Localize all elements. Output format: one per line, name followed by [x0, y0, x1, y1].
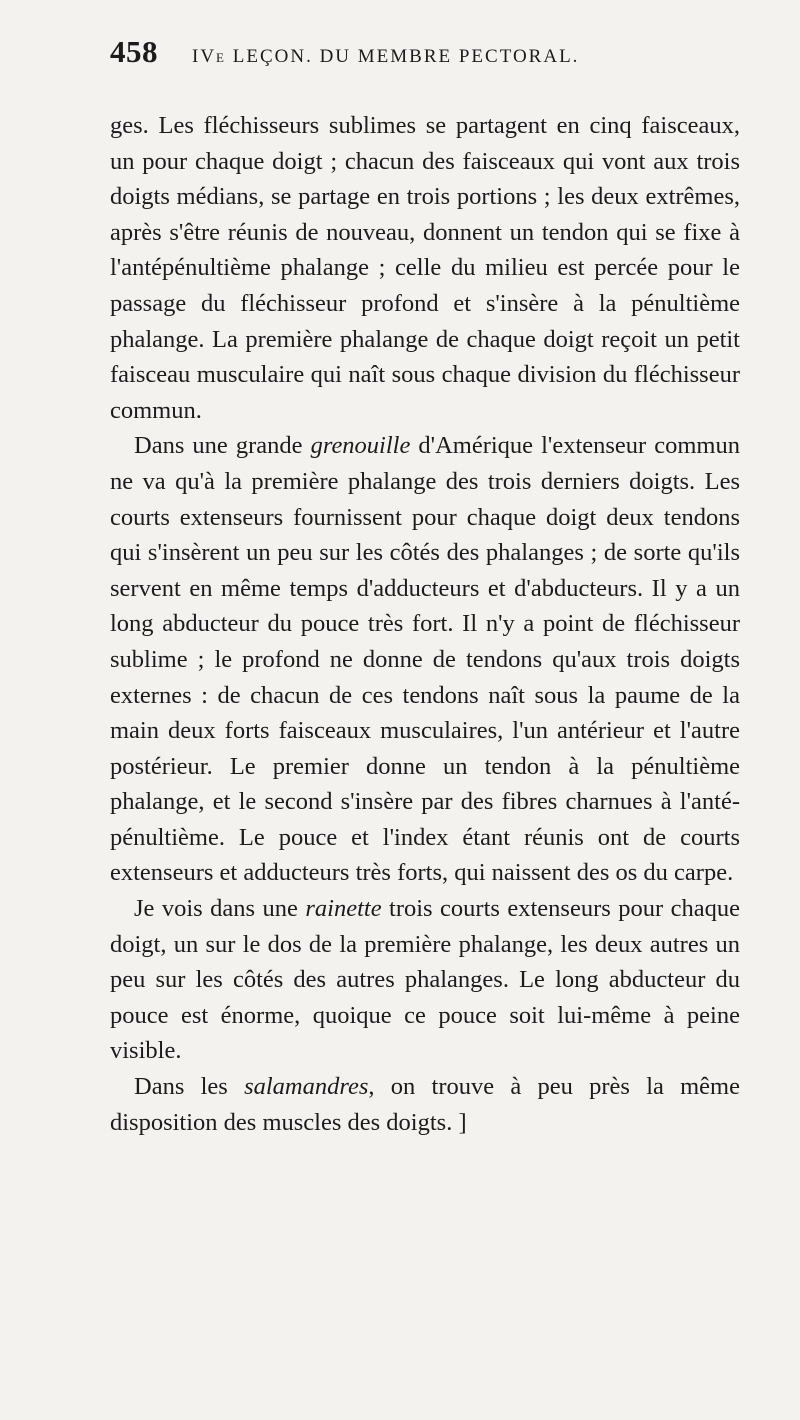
text-run: Dans une grande	[134, 432, 311, 460]
paragraph	[110, 1069, 740, 1140]
text-run: ges. Les fléchisseurs sublimes se partagent en cinq faisceaux, un pour chaque doigt ; chacun des faisceaux qui vont aux trois doigts médians, se partage en trois portions ; les deux extrêmes, après s'être réunis de nouveau, donnent un tendon qui se fixe à l'antépénultième phalange ; celle du milieu est percée pour le passage du fléchisseur profond et s'insère à la pénultième phalange. La première phalange de chaque doigt reçoit un petit faisceau musculaire qui naît sous chaque division du fléchisseur commun.	[110, 112, 740, 424]
body-text	[110, 108, 740, 1140]
text-run: trois courts extenseurs pour chaque doigt, un sur le dos de la première phalange, les deux autres un peu sur les côtés des autres phalanges. Le long abducteur du pouce est énorme, quoique ce pouce soit lui-même à peine visible.	[110, 895, 740, 1065]
page-number: 458	[110, 34, 158, 69]
species-name-grenouille: grenouille	[310, 432, 411, 460]
text-run: Dans les	[134, 1073, 245, 1101]
text-run: Je vois dans une	[134, 895, 306, 923]
text-run: d'Amérique l'extenseur commun ne va qu'à la première phalange des trois derniers doigts. Les courts extenseurs fournissent pour chaque doigt deux tendons qui s'insèrent un peu sur les côtés des phalanges ; de sorte qu'ils servent en même temps d'adducteurs et d'abducteurs. Il y a un long abducteur du pouce très fort. Il n'y a point de fléchisseur sublime ; le profond ne donne de tendons qu'aux trois doigts externes : de chacun de ces tendons naît sous la paume de la main deux forts faisceaux musculaires, l'un antérieur et l'autre postérieur. Le premier donne un tendon à la pénultième phalange, et le second s'insère par des fibres charnues à l'anté-pénultième. Le pouce et l'index étant réunis ont de courts extenseurs et adducteurs très forts, qui naissent des os du carpe.	[110, 432, 740, 887]
paragraph	[110, 428, 740, 891]
species-name-rainette: rainette	[305, 895, 382, 923]
paragraph	[110, 891, 740, 1069]
running-head	[110, 34, 740, 78]
species-name-salamandres: salamandres	[244, 1073, 369, 1101]
paragraph	[110, 108, 740, 428]
running-title: IVe LEÇON. DU MEMBRE PECTORAL.	[192, 46, 580, 67]
text-run: , on trouve à peu près la même disposition des muscles des doigts. ]	[110, 1073, 740, 1136]
